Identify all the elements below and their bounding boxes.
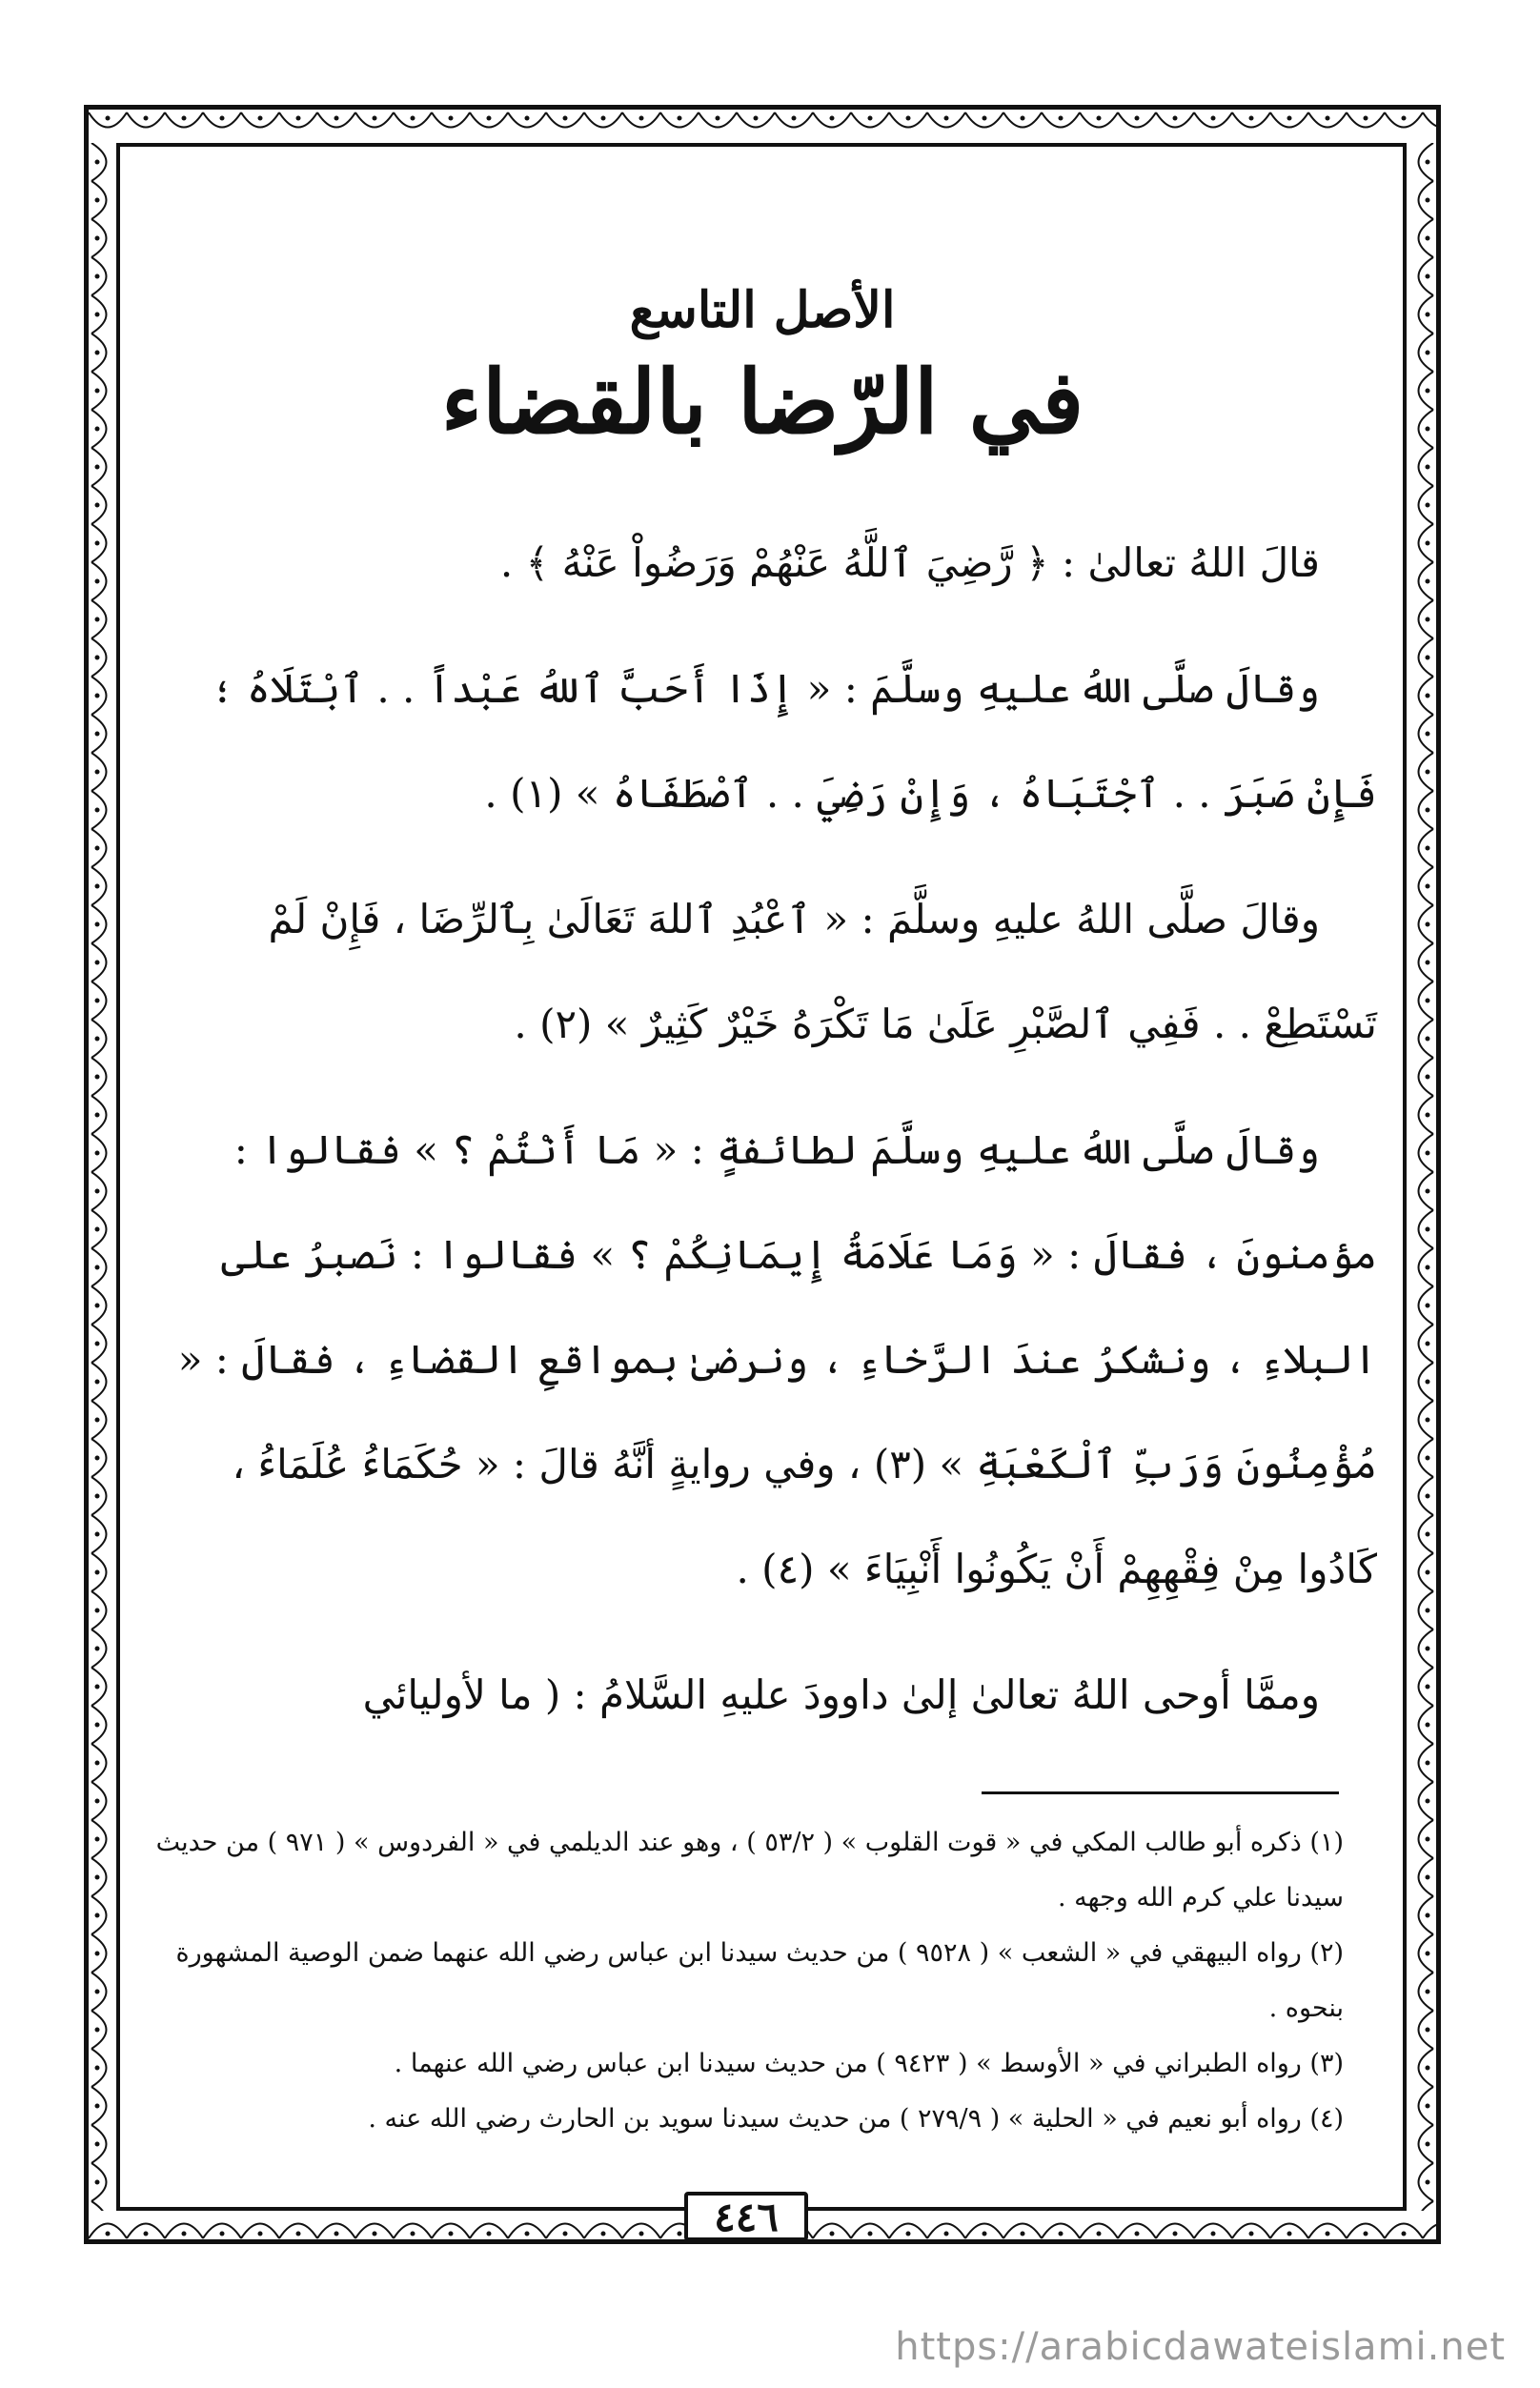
page-number: ٤٤٦ [684, 2192, 808, 2241]
paragraph: وقالَ صلَّى اللهُ عليهِ وسلَّمَ : « ٱعْبُدِ ٱللهَ تَعَالَىٰ بِٱلرِّضَا ، فَإِنْ لَمْ تَسْتَطِعْ . . فَفِي ٱلصَّبْرِ عَلَىٰ مَا تَكْرَهُ خَيْرٌ كَثِيرٌ » (٢) . [268, 895, 1377, 1047]
border-ornament-left [89, 143, 116, 2211]
paragraph: وقالَ صلَّى اللهُ عليهِ وسلَّمَ : « إِذَا أَحَبَّ ٱللهُ عَبْداً . . ٱبْتَلَاهُ ؛ فَإِنْ صَبَرَ . . ٱجْتَبَاهُ ، وَإِنْ رَضِيَ . . ٱصْطَفَاهُ » (١) . [210, 664, 1377, 817]
page-content [148, 162, 1377, 1769]
chapter-label: الأصل التاسع [629, 281, 896, 339]
footnotes [152, 1815, 1344, 2147]
footnote-divider [982, 1791, 1339, 1794]
chapter-title: في الرّضا بالقضاء [440, 351, 1084, 454]
footnote: (١) ذكره أبو طالب المكي في « قوت القلوب » ( ٥٣/٢ ) ، وهو عند الديلمي في « الفردوس » ( ٩٧١ ) من حديث سيدنا علي كرم الله وجهه . [155, 1828, 1344, 1912]
paragraph: قالَ اللهُ تعالىٰ : ﴿ رَّضِيَ ٱللَّهُ عَنْهُمْ وَرَضُواْ عَنْهُ ﴾ . [499, 538, 1320, 586]
footnote: (٣) رواه الطبراني في « الأوسط » ( ٩٤٢٣ ) من حديث سيدنا ابن عباس رضي الله عنهما . [394, 2049, 1344, 2078]
body-text [148, 511, 1377, 1748]
footnote: (٤) رواه أبو نعيم في « الحلية » ( ٢٧٩/٩ ) من حديث سيدنا سويد بن الحارث رضي الله عنه . [368, 2104, 1344, 2134]
paragraph: وممَّا أوحى اللهُ تعالىٰ إلىٰ داوودَ عليهِ السَّلامُ : ( ما لأوليائي [362, 1670, 1320, 1718]
footnote: (٢) رواه البيهقي في « الشعب » ( ٩٥٢٨ ) من حديث سيدنا ابن عباس رضي الله عنهما ضمن الوصية المشهورة بنحوه . [175, 1938, 1344, 2023]
border-ornament-top [89, 110, 1436, 143]
border-ornament-right [1407, 143, 1436, 2211]
watermark-url: https://arabicdawateislami.net [895, 2325, 1506, 2369]
paragraph: وقالَ صلَّى اللهُ عليهِ وسلَّمَ لطائفةٍ : « مَا أَنْتُمْ ؟ » فقالوا : مؤمنونَ ، فقالَ : « وَمَا عَلَامَةُ إِيمَانِكُمْ ؟ » فقالوا : نَصبرُ على البلاءِ ، ونشكرُ عندَ الرَّخاءِ ، ونرضىٰ بمواقعِ القضاءِ ، فقالَ : « مُؤْمِنُونَ وَرَبِّ ٱلْكَعْبَةِ » (٣) ، وفي روايةٍ أنَّهُ قالَ : « حُكَمَاءُ عُلَمَاءُ ، كَادُوا مِنْ فِقْهِهِمْ أَنْ يَكُونُوا أَنْبِيَاءَ » (٤) . [177, 1125, 1377, 1592]
